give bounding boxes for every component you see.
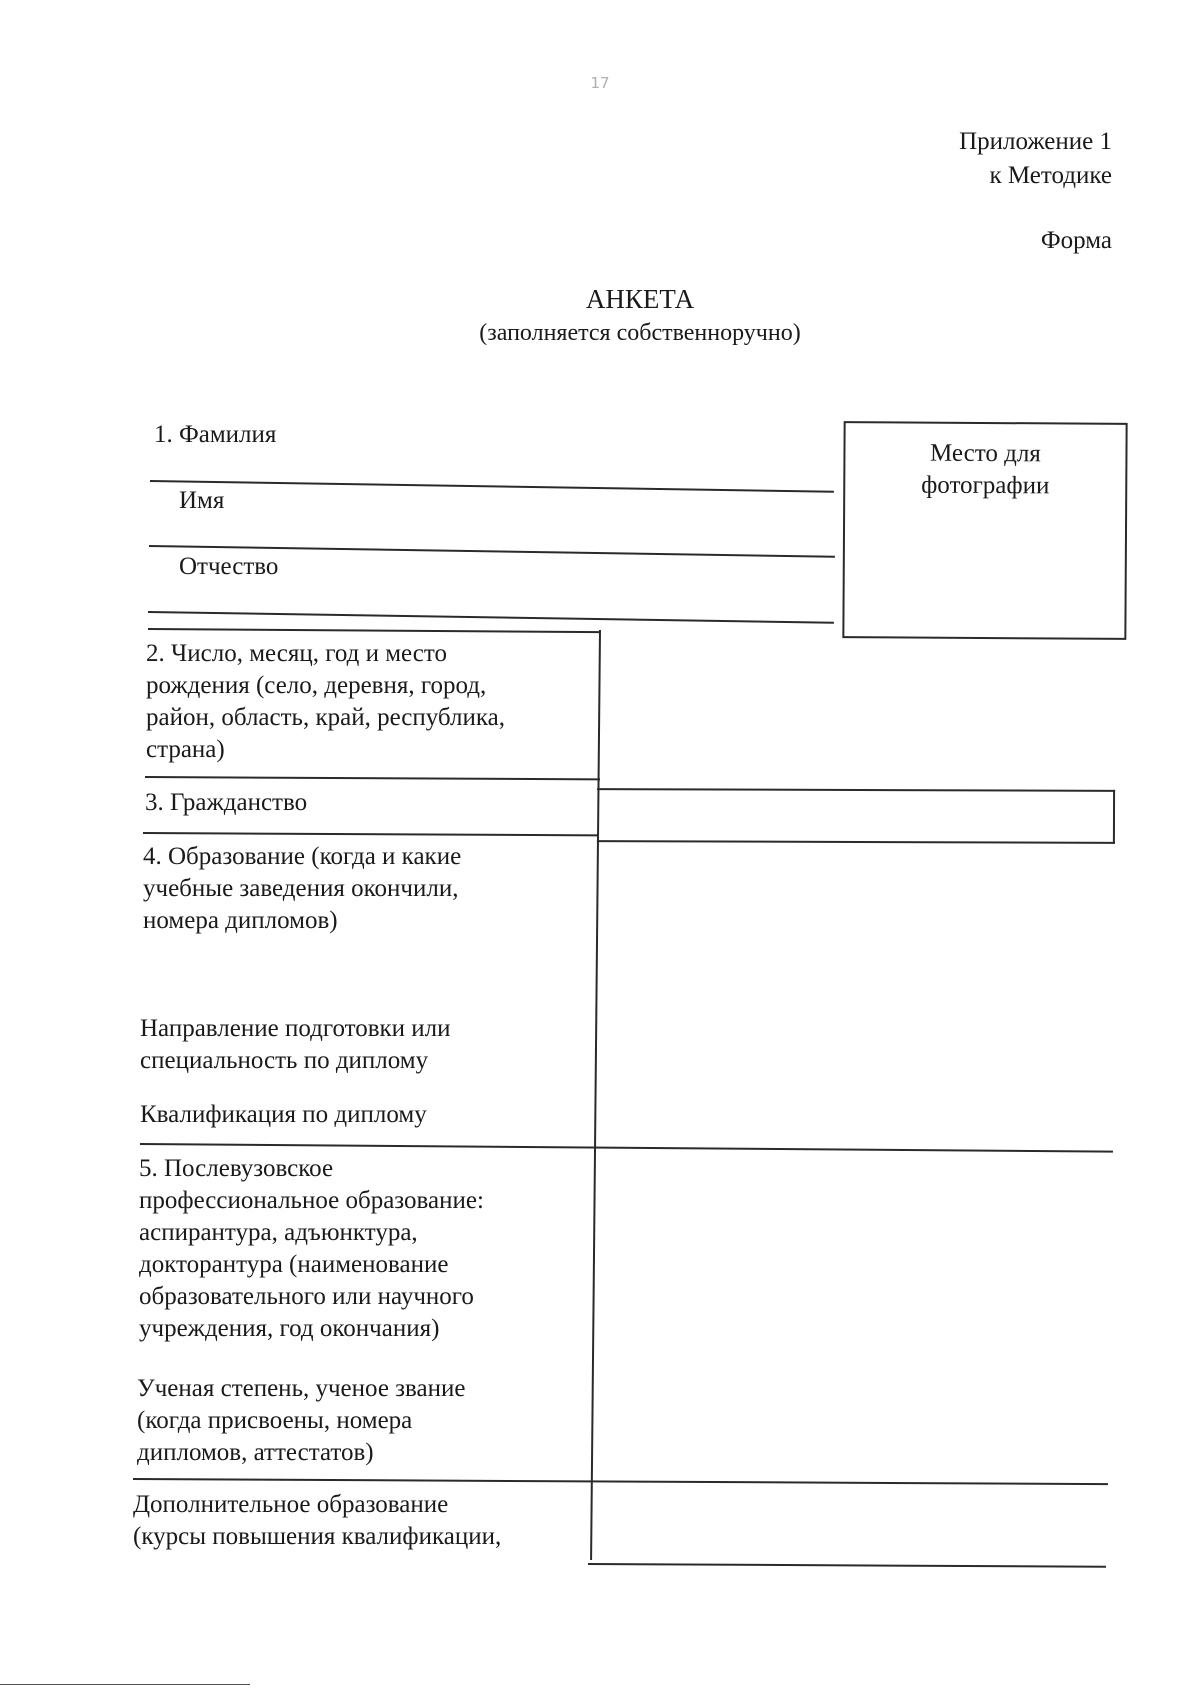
degree-label-line: (когда присвоены, номера	[137, 1407, 413, 1434]
postgraduate-answer-cell[interactable]	[598, 1150, 1106, 1480]
postgraduate-label	[139, 1153, 484, 1345]
postgraduate-label-line: образовательного или научного	[139, 1283, 474, 1310]
surname-label: 1. Фамилия	[154, 421, 277, 448]
birth-label-line: 2. Число, месяц, год и место	[146, 640, 447, 667]
additional-education-answer-cell[interactable]	[597, 1485, 1105, 1560]
appendix-reference	[959, 125, 1112, 193]
first-name-label: Имя	[179, 487, 225, 514]
citizenship-label: 3. Гражданство	[145, 789, 308, 816]
birth-label-line: страна)	[146, 736, 225, 763]
birth-answer-cell[interactable]	[602, 632, 1114, 772]
postgraduate-label-line: докторантура (наименование	[139, 1251, 449, 1278]
citizenship-bottom-rule	[143, 832, 599, 836]
education-answer-cell[interactable]	[600, 842, 1110, 1142]
additional-education-label-line: Дополнительное образование	[133, 1491, 449, 1518]
specialty-label-line: специальность по диплому	[140, 1047, 429, 1074]
form-label: Форма	[1040, 227, 1112, 254]
photo-label-line-2: фотографии	[921, 471, 1050, 500]
education-label-line: учебные заведения окончили,	[143, 875, 459, 902]
degree-label	[137, 1373, 465, 1469]
additional-education-label	[133, 1489, 501, 1553]
patronymic-label: Отчество	[179, 553, 279, 580]
specialty-label	[140, 1013, 451, 1077]
section-1-bottom-rule	[148, 628, 600, 633]
footnote-rule	[0, 1684, 250, 1685]
photo-label-line-1: Место для	[929, 439, 1041, 468]
birth-label-line: рождения (село, деревня, город,	[146, 672, 487, 699]
citizenship-answer-cell[interactable]	[597, 788, 1115, 844]
patronymic-line[interactable]	[148, 611, 834, 624]
education-label-line: 4. Образование (когда и какие	[143, 843, 462, 870]
additional-education-bottom-rule	[588, 1563, 1106, 1568]
document-subtitle: (заполняется собственноручно)	[479, 320, 801, 346]
degree-label-line: Ученая степень, ученое звание	[137, 1375, 466, 1402]
postgraduate-label-line: 5. Послевузовское	[139, 1155, 334, 1182]
education-label	[143, 841, 461, 937]
appendix-line-2: к Методике	[989, 162, 1112, 189]
birth-label	[146, 638, 505, 766]
appendix-line-1: Приложение 1	[959, 128, 1112, 155]
degree-label-line: дипломов, аттестатов)	[137, 1439, 374, 1466]
education-label-line: номера дипломов)	[143, 907, 338, 934]
postgraduate-label-line: профессиональное образование:	[139, 1187, 484, 1214]
photo-placeholder[interactable]	[842, 421, 1127, 640]
postgraduate-label-line: учреждения, год окончания)	[139, 1315, 440, 1342]
birth-label-line: район, область, край, республика,	[146, 704, 505, 731]
surname-line[interactable]	[150, 480, 834, 493]
document-title: АНКЕТА	[585, 284, 695, 314]
specialty-label-line: Направление подготовки или	[140, 1015, 451, 1042]
birth-bottom-rule	[145, 776, 600, 780]
additional-education-label-line: (курсы повышения квалификации,	[133, 1523, 502, 1550]
page-number: 17	[590, 74, 610, 92]
qualification-label: Квалификация по диплому	[140, 1101, 427, 1128]
postgraduate-label-line: аспирантура, адъюнктура,	[139, 1219, 418, 1246]
